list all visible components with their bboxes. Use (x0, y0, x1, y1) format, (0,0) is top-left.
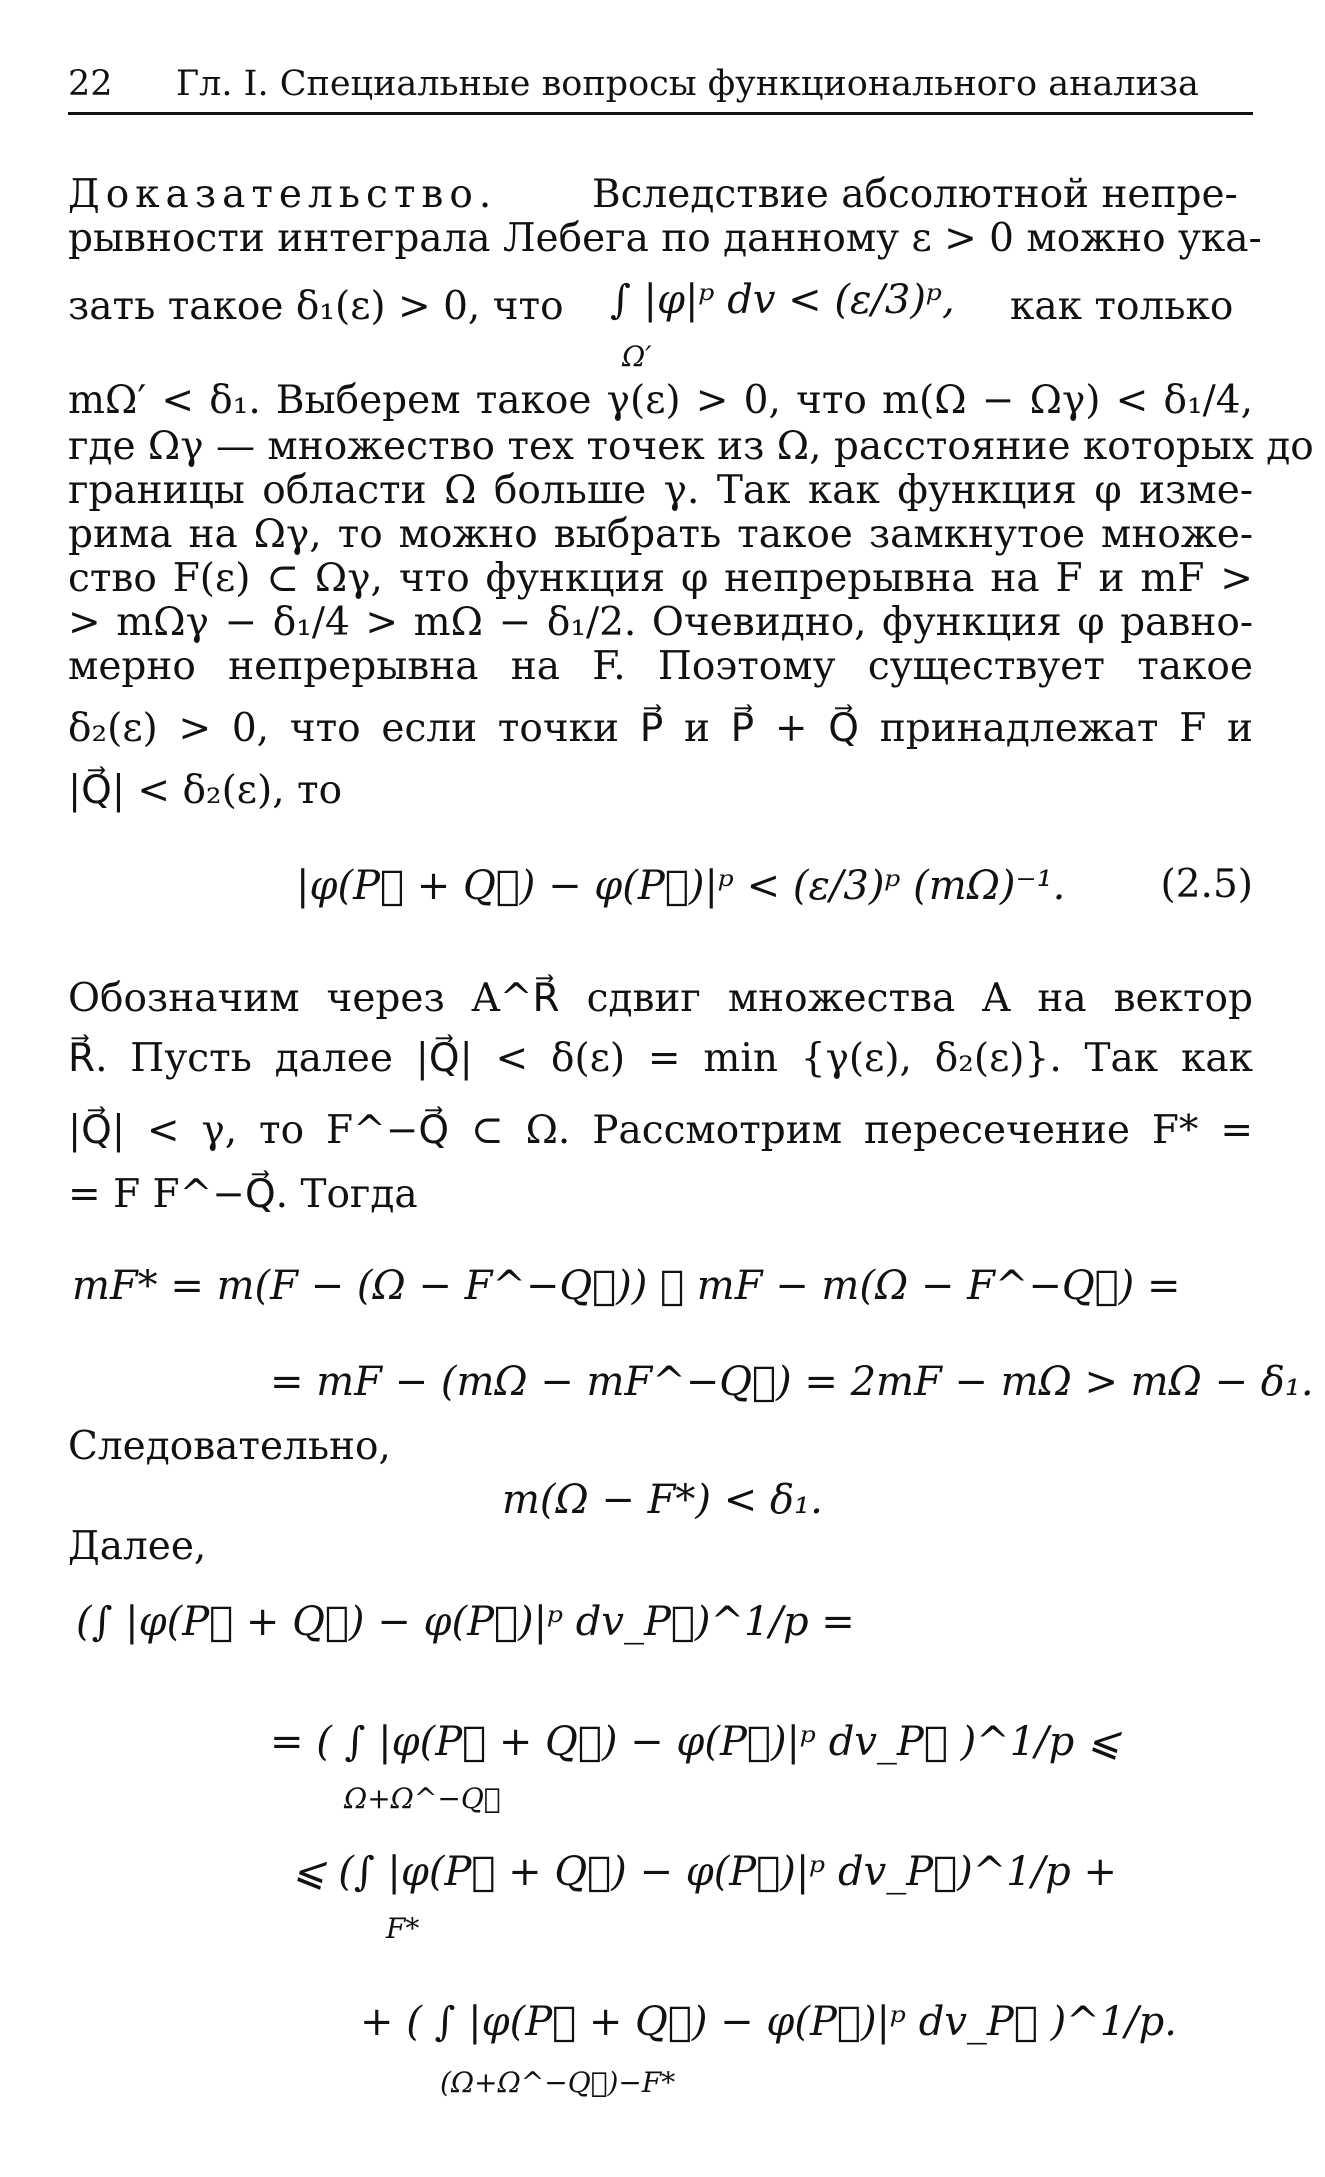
equation-number-2-5: (2.5) (1160, 862, 1253, 907)
text-line-10: мерно непрерывна на F. Поэтому существует такое (68, 644, 1253, 689)
proof-line-1b: Вследствие абсолютной непре- (592, 172, 1238, 217)
text-line-3b: как только (1010, 284, 1234, 329)
formula-mF-star-2: = mF − (mΩ − mF^−Q⃗) = 2mF − mΩ > mΩ − δ₁. (270, 1359, 1314, 1405)
text-line-7: рима на Ωγ, то можно выбрать такое замкнутое множе- (68, 512, 1253, 557)
formula-measure-difference: m(Ω − F*) < δ₁. (502, 1477, 823, 1523)
text-line-6: границы области Ω больше γ. Так как функция φ изме- (68, 468, 1253, 513)
running-title: Гл. I. Специальные вопросы функционального анализа (176, 64, 1199, 104)
text-line-5: где Ωγ — множество тех точек из Ω, расстояние которых до (68, 424, 1314, 469)
text-line-9: > mΩγ − δ₁/4 > mΩ − δ₁/2. Очевидно, функция φ равно- (68, 600, 1253, 645)
proof-line-1 (68, 172, 497, 218)
text-further: Далее, (68, 1524, 207, 1569)
text-line-14: R⃗. Пусть далее |Q⃗| < δ(ε) = min {γ(ε), δ₂(ε)}. Так как (68, 1036, 1253, 1081)
text-line-12: |Q⃗| < δ₂(ε), то (68, 768, 343, 813)
formula-norm-3: ⩽ (∫ |φ(P⃗ + Q⃗) − φ(P⃗)|ᵖ dv_P⃗)^1/p + (292, 1849, 1118, 1895)
integral-limit-omega-shift: Ω+Ω^−Q⃗ (344, 1782, 501, 1815)
text-consequently: Следовательно, (68, 1424, 391, 1469)
text-line-8: ство F(ε) ⊂ Ωγ, что функция φ непрерывна на F и mF > (68, 556, 1253, 601)
text-line-3a: зать такое δ₁(ε) > 0, что (68, 284, 564, 329)
formula-mF-star-1: mF* = m(F − (Ω − F^−Q⃗)) ⩾ mF − m(Ω − F^−Q⃗) = (72, 1263, 1181, 1309)
integral-limit-omega-prime: Ω′ (622, 340, 652, 373)
text-line-13: Обозначим через A^R⃗ сдвиг множества A на вектор (68, 976, 1253, 1021)
integral-limit-difference: (Ω+Ω^−Q⃗)−F* (440, 2066, 676, 2099)
text-line-16: = F F^−Q⃗. Тогда (68, 1172, 418, 1217)
text-line-2: рывности интеграла Лебега по данному ε > 0 можно ука- (68, 216, 1262, 261)
formula-norm-1: (∫ |φ(P⃗ + Q⃗) − φ(P⃗)|ᵖ dv_P⃗)^1/p = (76, 1599, 855, 1645)
page-header (68, 60, 1253, 115)
page-number: 22 (68, 64, 113, 104)
formula-norm-2: = ( ∫ |φ(P⃗ + Q⃗) − φ(P⃗)|ᵖ dv_P⃗ )^1/p ⩽ (270, 1719, 1121, 1765)
text-line-15: |Q⃗| < γ, то F^−Q⃗ ⊂ Ω. Рассмотрим пересечение F* = (68, 1108, 1253, 1153)
integral-limit-F-star: F* (386, 1912, 420, 1945)
text-line-4: mΩ′ < δ₁. Выберем такое γ(ε) > 0, что m(Ω − Ωγ) < δ₁/4, (68, 378, 1253, 423)
equation-2-5: |φ(P⃗ + Q⃗) − φ(P⃗)|ᵖ < (ε/3)ᵖ (mΩ)⁻¹. (296, 863, 1066, 909)
proof-heading: Доказательство. (68, 172, 498, 217)
formula-inline-integral: ∫ |φ|ᵖ dv < (ε/3)ᵖ, (610, 277, 955, 323)
text-line-11: δ₂(ε) > 0, что если точки P⃗ и P⃗ + Q⃗ принадлежат F и (68, 706, 1253, 751)
formula-norm-4: + ( ∫ |φ(P⃗ + Q⃗) − φ(P⃗)|ᵖ dv_P⃗ )^1/p. (360, 1999, 1177, 2045)
